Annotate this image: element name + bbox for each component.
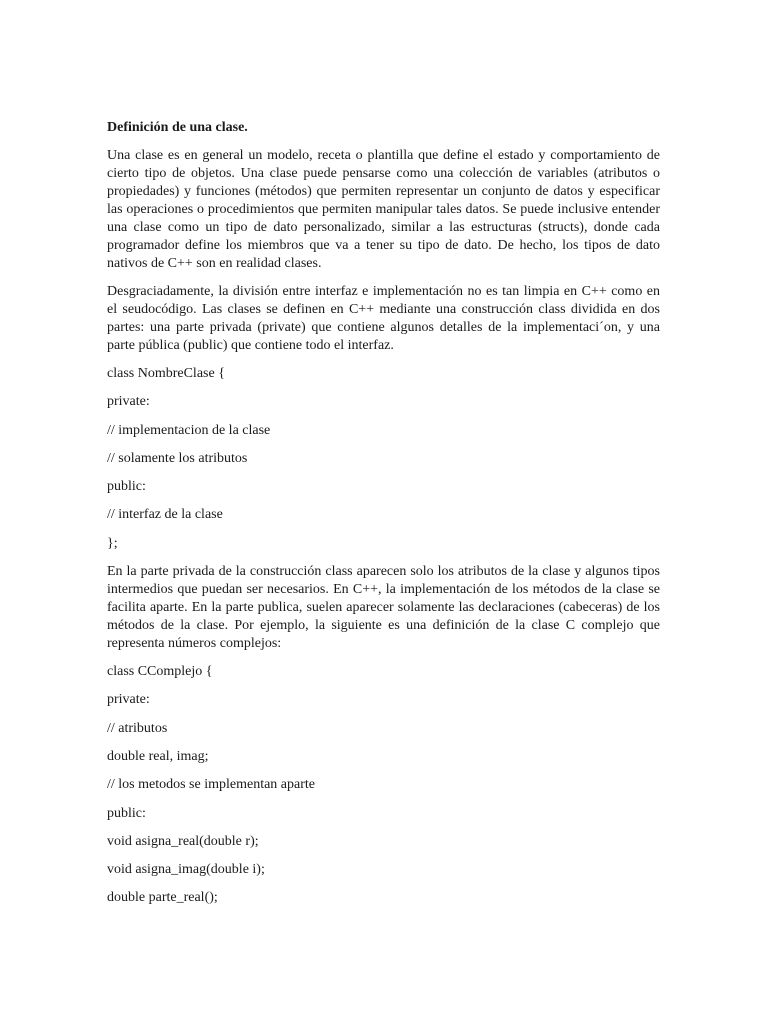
code-line: public: — [107, 479, 146, 495]
code-line: // solamente los atributos — [107, 450, 248, 466]
code-block-ccomplejo — [107, 663, 660, 918]
code-line: private: — [107, 394, 150, 410]
code-line: class NombreClase { — [107, 366, 225, 381]
code-line: void asigna_imag(double i); — [107, 862, 265, 878]
code-line: public: — [107, 805, 146, 821]
code-line: // implementacion de la clase — [107, 422, 271, 438]
document-page — [107, 119, 660, 918]
code-line: // interfaz de la clase — [107, 507, 223, 523]
code-block-nombreclase — [107, 365, 660, 563]
code-line: void asigna_real(double r); — [107, 833, 259, 849]
paragraph-private-part: En la parte privada de la construcción class aparecen solo los atributos de la clase y algunos tipos intermedios que puedan ser necesarios. En C++, la implementación de los métodos de la clase se facilita aparte. En la parte publica, suelen aparecer solamente las declaraciones (cabeceras) de los métodos de la clase. Por ejemplo, la siguiente es una definición de la clase C complejo que representa números complejos: — [107, 564, 660, 652]
code-line: double parte_real(); — [107, 890, 218, 906]
code-line: }; — [107, 535, 118, 551]
paragraph-interface-implementation: Desgraciadamente, la división entre interfaz e implementación no es tan limpia en C++ como en el seudocódigo. Las clases se definen en C++ mediante una construcción class dividida en dos partes: una parte privada (private) que contiene algunos detalles de la implementaci´on, y una parte pública (public) que contiene todo el interfaz. — [107, 284, 660, 353]
code-line: // atributos — [107, 720, 168, 736]
code-line: double real, imag; — [107, 748, 209, 764]
code-line: // los metodos se implementan aparte — [107, 777, 316, 793]
code-line: private: — [107, 692, 150, 708]
paragraph-intro: Una clase es en general un modelo, receta o plantilla que define el estado y comportamiento de cierto tipo de objetos. Una clase puede pensarse como una colección de variables (atributos o propiedades) y funciones (métodos) que permiten representar un conjunto de datos y especificar las operaciones o procedimientos que permiten manipular tales datos. Se puede inclusive entender una clase como un tipo de dato personalizado, similar a las estructuras (structs), donde cada programador define los miembros que va a tener su tipo de dato. De hecho, los tipos de dato nativos de C++ son en realidad clases. — [107, 148, 660, 271]
code-line: class CComplejo { — [107, 664, 213, 680]
section-heading: Definición de una clase. — [107, 120, 248, 135]
